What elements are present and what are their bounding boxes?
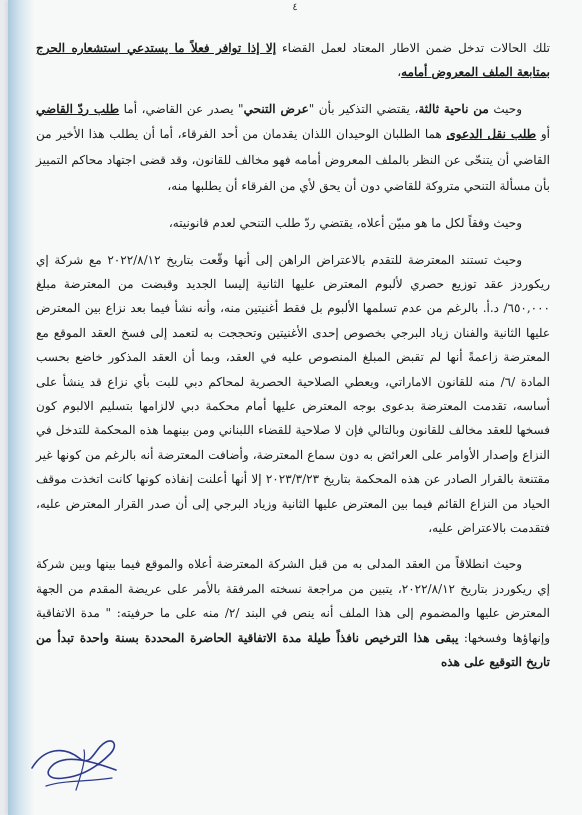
paragraph-2-text-e: هما الطلبان الوحيدان اللذان يقدمان من أحد الفرقاء، أما أن يطلب هذا الأخير من القاضي أن يتنحّى عن النظر بالملف المعروض أمامه فهو مخالف للقانون، وقد قضى اجتهاد محاكم التمييز بأن مسألة التنحي متروكة للقاضي دون أن يحق لأي من الفرقاء أن يطلبها منه، [36,127,550,193]
paragraph-5-text: وحيث انطلاقاً من العقد المدلى به من قبل الشركة المعترضة أعلاه والموقع فيما بينها وبين شركة إي ريكوردز بتاريخ ٢٠٢٢/٨/١٢، يتبين من مراجعة نسخته المرفقة بالأمر على عريضة المقدم من الجهة المعترض عليها والمضموم إلى هذا الملف أنه ينص في البند /٢/ منه على ما حرفيته: " مدة الاتفاقية وإنهاؤها وفسخها: [36,557,551,645]
paragraph-5 [36,552,550,674]
paragraph-1-end: ، [397,65,402,80]
paragraph-1 [36,36,550,85]
paragraph-2-text-c: " يصدر عن القاضي، أما [119,101,244,116]
paragraph-2-text-a: وحيث [488,101,522,116]
document-body [36,36,550,687]
paragraph-2 [36,97,550,199]
paragraph-5-bold: يبقى هذا الترخيص نافذاً طيلة مدة الاتفاقية الحاضرة المحددة بسنة واحدة تبدأ من تاريخ التوقيع على هذه [36,630,550,670]
paragraph-1-bold: إلا إذا توافر فعلاً ما يستدعي استشعاره الحرج بمتابعة الملف المعروض أمامه [36,41,550,80]
document-page [8,0,582,815]
signature-icon [24,728,124,798]
page-number: ٤ [292,2,298,13]
paragraph-2-text-d: أو [536,127,550,142]
paragraph-2-bold-d: طلب نقل الدعوى [446,127,537,142]
paragraph-4: وحيث تستند المعترضة للتقدم بالاعتراض الراهن إلى أنها وقّعت بتاريخ ٢٠٢٢/٨/١٢ مع شركة إي ريكوردز عقد توزيع حصري لألبوم المعترض عليها الثانية إليسا الجديد وقبضت من المعترضة مبلغ ٦٥٠,٠٠٠/ د.أ. بالرغم من عدم تسلمها الألبوم بل فقط أغنيتين منه، وأنه نشأ فيما بعد نزاع بين المعترض عليها الثانية والفنان زياد البرجي بخصوص إحدى الأغنيتين وتحججت به لتعمد إلى فسخ العقد الموقع مع المعترضة زاعمةً أنها لم تقبض المبلغ المنصوص عليه في العقد، وبما أن العقد المذكور خاضع بحسب المادة /٦/ منه للقانون الاماراتي، ويعطي الصلاحية الحصرية لمحاكم دبي للبت بأي نزاع قد ينشأ على أساسه، تقدمت المعترضة بدعوى بوجه المعترض عليها أمام محكمة دبي لالزامها بتسليم الالبوم كون فسخها للعقد مخالف للقانون وبالتالي فإن لا صلاحية للقضاء اللبناني ومن بينهما هذه المحكمة للتدخل في النزاع وإصدار الأوامر على العرائض به دون سماع المعترضة، وأضافت المعترضة أنه بالرغم من كونها غير مقتنعة بالقرار الصادر عن هذه المحكمة بتاريخ ٢٠٢٣/٣/٢٣ إلا أنها أعلنت إنفاذه كونها كانت اتخذت موقف الحياد من النزاع القائم فيما بين المعترض عليها الثانية وزياد البرجي إلى أن صدر القرار المعترض عليه، فتقدمت بالاعتراض عليه، [36,252,551,536]
paragraph-2-bold-c: طلب ردّ القاضي [36,101,120,116]
paragraph-2-text-b: ، يقتضي التذكير بأن " [308,101,419,116]
paragraph-1-text: تلك الحالات تدخل ضمن الاطار المعتاد لعمل القضاء [276,41,551,55]
scanner-edge-shadow [8,0,34,815]
paragraph-2-bold-a: من ناحية ثالثة [418,101,489,116]
paragraph-3: وحيث وفقاً لكل ما هو مبيّن أعلاه، يقتضي ردّ طلب التنحي لعدم قانونيته، [168,216,522,231]
paragraph-2-bold-b: عرض التنحي [243,101,309,116]
